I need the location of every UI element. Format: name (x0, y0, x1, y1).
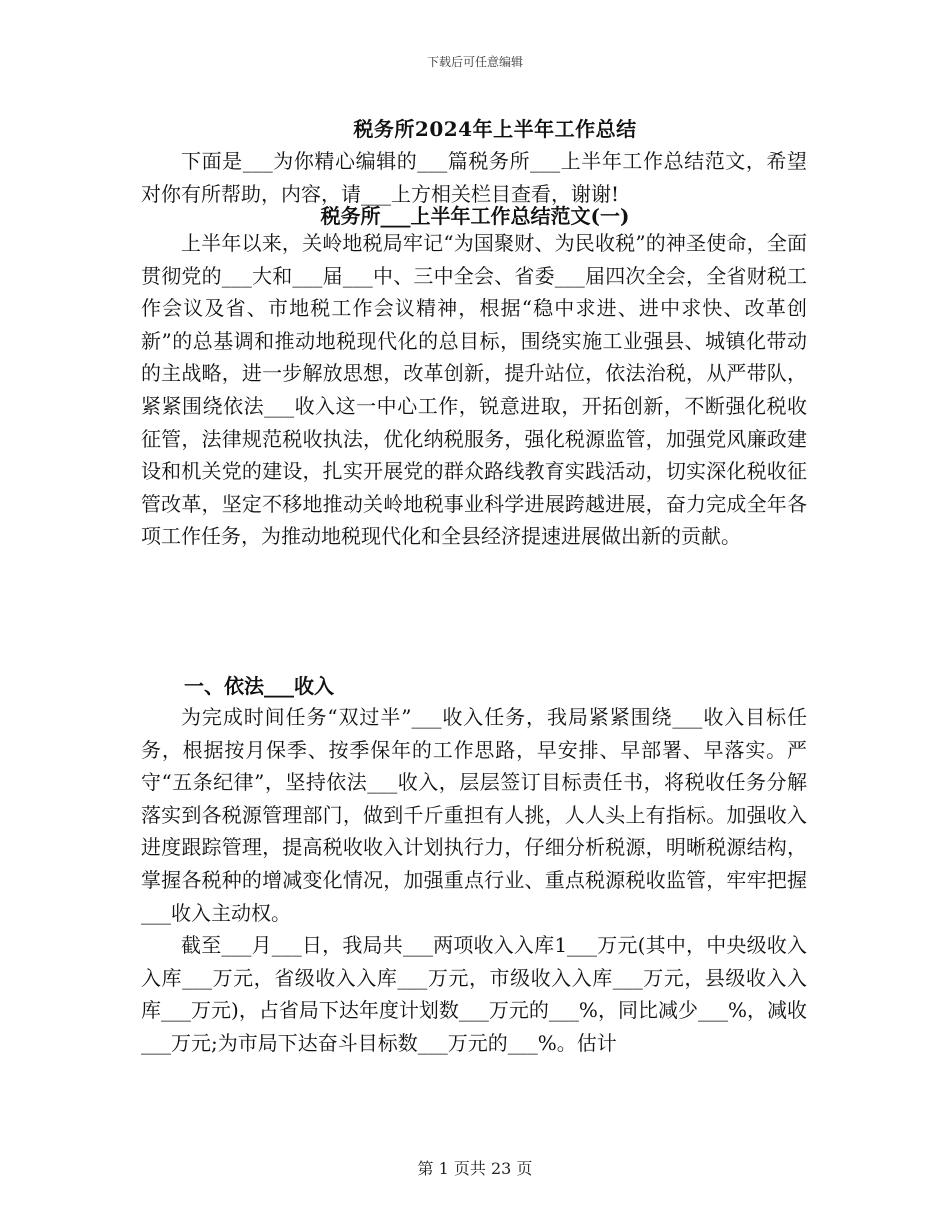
page-header-note: 下载后可任意编辑 (426, 55, 523, 69)
body-paragraph-1: 上半年以来，关岭地税局牢记“为国聚财、为民收税”的神圣使命，全面贯彻党的___大和___届___中、三中全会、省委___届四次全会，全省财税工作会议及省、市地税工作会议精神，根据“稳中求进、进中求快、改革创新”的总基调和推动地税现代化的总目标，围绕实施工业强县、城镇化带动的主战略，进一步解放思想，改革创新，提升站位，依法治税，从严带队，紧紧围绕依法___收入这一中心工作，锐意进取，开拓创新，不断强化税收征管，法律规范税收执法，优化纳税服务，强化税源监管，加强党风廉政建设和机关党的建设，扎实开展党的群众路线教育实践活动，切实深化税收征管改革，坚定不移地推动关岭地税事业科学进展跨越进展，奋力完成全年各项工作任务，为推动地税现代化和全县经济提速进展做出新的贡献。 (141, 231, 807, 549)
body-paragraph-2: 为完成时间任务“双过半”___收入任务，我局紧紧围绕___收入目标任务，根据按月保季、按季保年的工作思路，早安排、早部署、早落实。严守“五条纪律”，坚持依法___收入，层层签订目标责任书，将税收任务分解落实到各税源管理部门，做到千斤重担有人挑，人人头上有指标。加强收入进度跟踪管理，提高税收收入计划执行力，仔细分析税源，明晰税源结构，掌握各税种的增减变化情况，加强重点行业、重点税源税收监管，牢牢把握___收入主动权。 (141, 705, 807, 925)
intro-paragraph: 下面是___为你精心编辑的___篇税务所___上半年工作总结范文，希望对你有所帮助，内容，请___上方相关栏目查看，谢谢! (141, 149, 807, 206)
section-subtitle: 税务所___上半年工作总结范文(一) (320, 204, 630, 228)
page-footer-number: 第 1 页共 23 页 (417, 1159, 533, 1178)
document-title: 税务所2024年上半年工作总结 (353, 117, 637, 141)
section-heading-1: 一、依法___收入 (184, 674, 334, 698)
body-paragraph-3: 截至___月___日，我局共___两项收入入库1___万元(其中，中央级收入入库___万元，省级收入入库___万元，市级收入入库___万元，县级收入入库___万元)，占省局下达年度计划数___万元的___%，同比减少___%，减收___万元;为市局下达奋斗目标数___万元的___%。估计 (141, 933, 807, 1055)
